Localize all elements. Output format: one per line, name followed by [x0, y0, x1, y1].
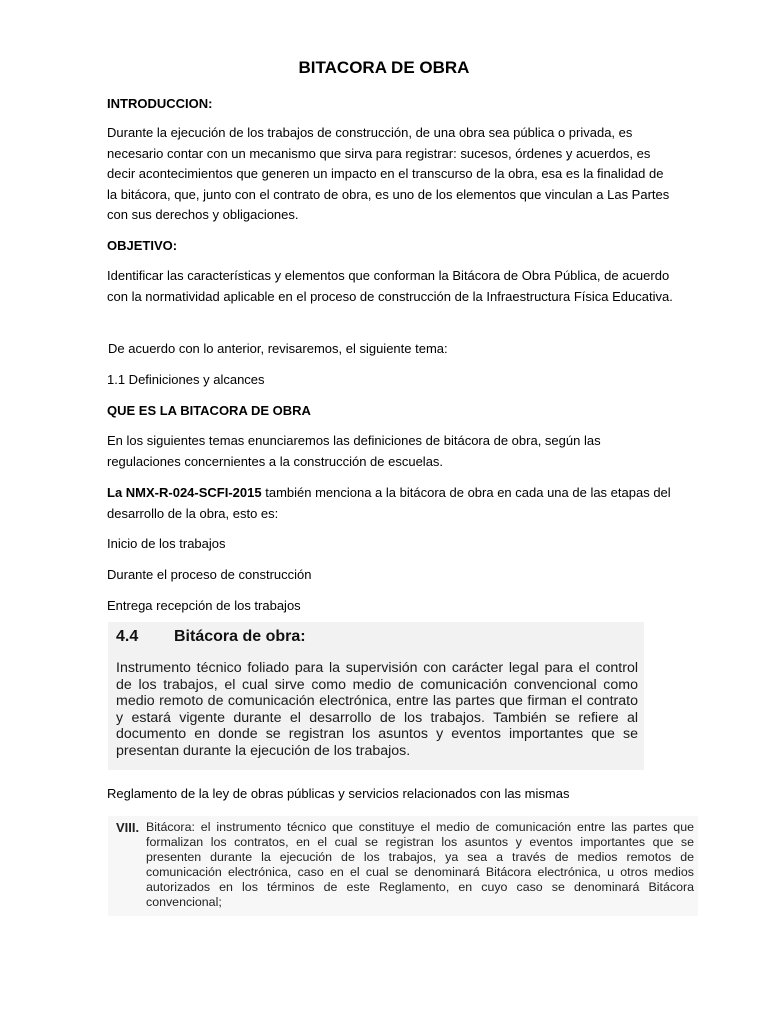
- objective-paragraph: Identificar las características y elementos que conforman la Bitácora de Obra Pública, de acuerdo con la normatividad aplicable en el proceso de construcción de la Infraestructura Física Educativa.: [107, 268, 673, 304]
- stage-item: Entrega recepción de los trabajos: [107, 598, 301, 613]
- stage-item: Inicio de los trabajos: [107, 536, 226, 551]
- excerpt-heading: [116, 628, 306, 646]
- regulation-excerpt-image: [108, 816, 698, 916]
- definitions-paragraph: En los siguientes temas enunciaremos las definiciones de bitácora de obra, según las regulaciones concernientes a la construcción de escuelas.: [107, 433, 601, 469]
- regulation-caption: Reglamento de la ley de obras públicas y servicios relacionados con las mismas: [107, 786, 570, 801]
- excerpt-number: 4.4: [116, 628, 139, 645]
- intro-heading: INTRODUCCION:: [107, 96, 213, 111]
- objective-heading: OBJETIVO:: [107, 238, 178, 253]
- stage-item: Durante el proceso de construcción: [107, 567, 312, 582]
- excerpt-label: VIII.: [116, 820, 140, 835]
- nmx-standard-name: La NMX-R-024-SCFI-2015: [107, 485, 262, 500]
- section-heading: QUE ES LA BITACORA DE OBRA: [107, 403, 311, 418]
- review-paragraph: De acuerdo con lo anterior, revisaremos, el siguiente tema:: [108, 341, 448, 356]
- norm-excerpt-image: [108, 622, 644, 770]
- excerpt-body: Instrumento técnico foliado para la supervisión con carácter legal para el control de los trabajos, el cual sirve como medio de comunicación convencional como medio remoto de comunicación electrónica, entre las partes que firman el contrato y estará vigente durante el desarrollo de los trabajos. También se refiere al documento en donde se registran los asuntos y eventos importantes que se presentan durante la ejecución de los trabajos.: [116, 660, 638, 759]
- nmx-text: también menciona a la bitácora de obra en cada una de las etapas del desarrollo de la obra, esto es:: [107, 485, 671, 521]
- document-title: BITACORA DE OBRA: [298, 58, 470, 77]
- excerpt-body: Bitácora: el instrumento técnico que constituye el medio de comunicación entre las partes que formalizan los contratos, en el cual se registran los asuntos y eventos importantes que se presenten durante la ejecución de los trabajos, ya sea a través de medios remotos de comunicación electrónica, caso en el cual se denominará Bitácora electrónica, u otros medios autorizados en los términos de este Reglamento, en cuyo caso se denominará Bitácora convencional;: [146, 820, 694, 909]
- intro-paragraph: Durante la ejecución de los trabajos de construcción, de una obra sea pública o privada, es necesario contar con un mecanismo que sirva para registrar: sucesos, órdenes y acuerdos, es decir acontecimientos que generen un impacto en el transcurso de la obra, esa es la finalidad de la bitácora, que, junto con el contrato de obra, es uno de los elementos que vinculan a Las Partes con sus derechos y obligaciones.: [107, 125, 670, 222]
- excerpt-title: Bitácora de obra:: [174, 628, 306, 645]
- topic-item: 1.1 Definiciones y alcances: [107, 372, 265, 387]
- nmx-paragraph: [107, 483, 677, 524]
